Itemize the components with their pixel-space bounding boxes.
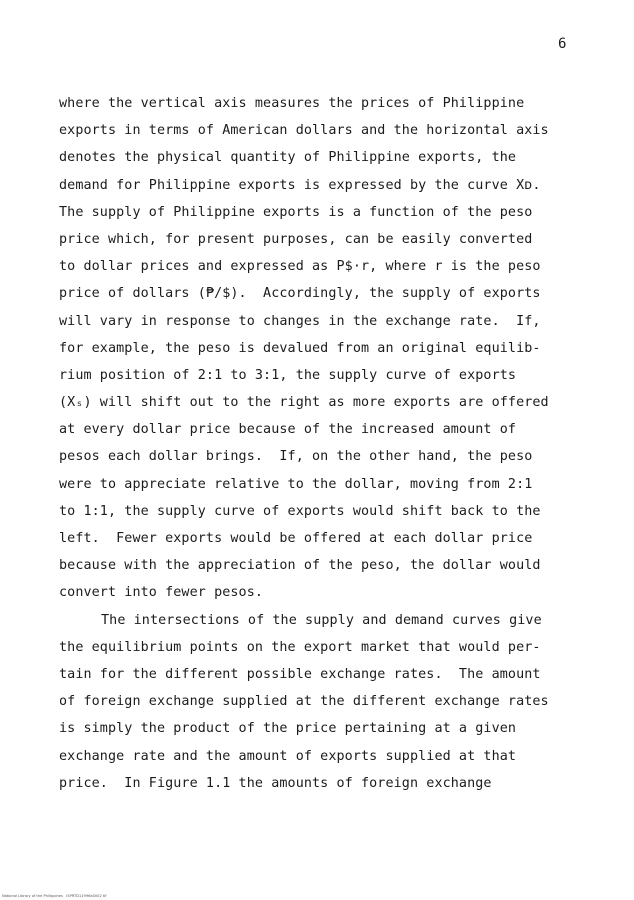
text-line: (Xₛ) will shift out to the right as more exports are offered [59, 395, 549, 411]
text-line: at every dollar price because of the increased amount of [59, 422, 517, 438]
text-line: were to appreciate relative to the dollar, moving from 2:1 [59, 476, 533, 492]
text-line: to 1:1, the supply curve of exports would shift back to the [59, 503, 541, 519]
text-line: exchange rate and the amount of exports supplied at that [59, 748, 517, 764]
text-line: tain for the different possible exchange rates. The amount [59, 666, 541, 682]
text-line: rium position of 2:1 to 3:1, the supply curve of exports [59, 367, 517, 383]
text-line: The intersections of the supply and demand curves give [101, 612, 542, 628]
text-line: where the vertical axis measures the prices of Philippine [59, 96, 525, 111]
text-line: pesos each dollar brings. If, on the other hand, the peso [59, 449, 533, 465]
text-line: for example, the peso is devalued from an original equilib- [59, 340, 541, 356]
body-text [59, 90, 579, 797]
text-line: denotes the physical quantity of Philippine exports, the [59, 150, 517, 166]
scan-footer: National Library of the Philippines ISPRTD11996a0002 tif [2, 894, 107, 898]
text-line: left. Fewer exports would be offered at each dollar price [59, 531, 533, 546]
text-line: will vary in response to changes in the exchange rate. If, [59, 313, 541, 329]
text-line: The supply of Philippine exports is a function of the peso [59, 204, 533, 220]
text-line: price. In Figure 1.1 the amounts of foreign exchange [59, 775, 492, 791]
text-line: demand for Philippine exports is expressed by the curve Xᴅ. [59, 177, 541, 193]
text-line: exports in terms of American dollars and the horizontal axis [59, 123, 549, 139]
text-line: because with the appreciation of the peso, the dollar would [59, 558, 541, 574]
text-line: convert into fewer pesos. [59, 585, 264, 601]
text-line: price of dollars (₱/$). Accordingly, the supply of exports [59, 286, 541, 302]
page-number: 6 [558, 36, 567, 52]
text-line: of foreign exchange supplied at the different exchange rates [59, 694, 549, 710]
text-line: price which, for present purposes, can be easily converted [59, 231, 533, 247]
text-line: is simply the product of the price pertaining at a given [59, 721, 517, 737]
text-line: the equilibrium points on the export market that would per- [59, 639, 541, 655]
text-line: to dollar prices and expressed as P$·r, where r is the peso [59, 259, 541, 275]
